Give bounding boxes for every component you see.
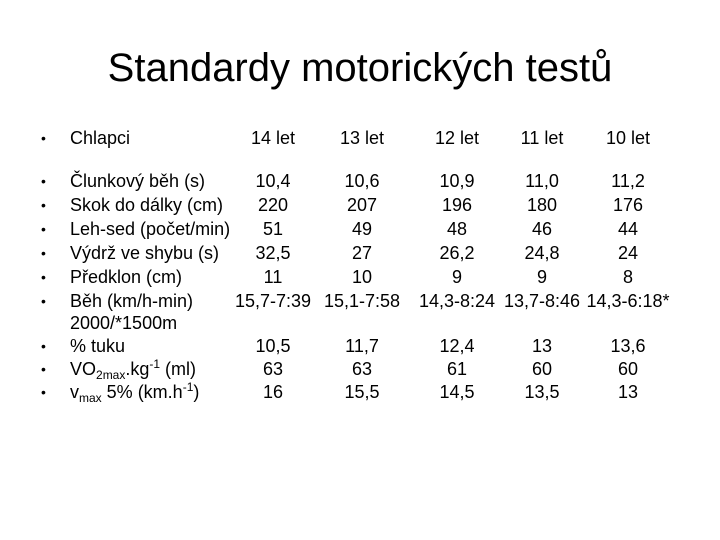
bullet: • bbox=[41, 338, 46, 354]
row-value: 60 bbox=[617, 359, 639, 379]
label-main: v bbox=[70, 382, 79, 402]
row-value: 14,3-8:24 bbox=[418, 291, 496, 311]
header-col-14: 14 let bbox=[250, 128, 296, 148]
row-value: 51 bbox=[262, 219, 284, 239]
row-value: 13,7-8:46 bbox=[503, 291, 581, 311]
row-value: 11 bbox=[263, 267, 283, 287]
row-value: 10,4 bbox=[255, 171, 291, 191]
label-subscript: max bbox=[79, 391, 102, 405]
table-row bbox=[0, 170, 720, 193]
row-label: Běh (km/h-min) bbox=[70, 291, 194, 311]
bullet: • bbox=[41, 293, 46, 309]
label-main: VO bbox=[70, 359, 97, 379]
row-value: 15,5 bbox=[344, 382, 380, 402]
row-value: 11,0 bbox=[525, 171, 559, 191]
label-end: (ml) bbox=[160, 359, 197, 379]
row-label-vmax bbox=[70, 381, 199, 404]
bullet: • bbox=[41, 245, 46, 261]
row-value: 13,5 bbox=[524, 382, 560, 402]
row-value: 24,8 bbox=[524, 243, 560, 263]
row-value: 27 bbox=[351, 243, 373, 263]
row-value: 9 bbox=[451, 267, 462, 287]
row-value: 10,5 bbox=[255, 336, 291, 356]
header-col-12: 12 let bbox=[434, 128, 480, 148]
bullet: • bbox=[41, 173, 46, 189]
row-label-vo2max bbox=[70, 358, 196, 381]
table-row bbox=[0, 335, 720, 358]
row-value: 26,2 bbox=[439, 243, 475, 263]
row-value: 12,4 bbox=[439, 336, 475, 356]
row-value: 46 bbox=[531, 219, 553, 239]
row-label: Skok do dálky (cm) bbox=[70, 195, 224, 215]
row-label: Leh-sed (počet/min) bbox=[70, 219, 231, 239]
slide-title: Standardy motorických testů bbox=[107, 46, 613, 90]
row-value: 11,2 bbox=[611, 171, 645, 191]
row-label: Člunkový běh (s) bbox=[70, 171, 206, 191]
row-value: 13 bbox=[617, 382, 639, 402]
header-col-10: 10 let bbox=[605, 128, 651, 148]
row-label: % tuku bbox=[70, 336, 126, 356]
row-value: 10,6 bbox=[344, 171, 380, 191]
row-value: 16 bbox=[262, 382, 284, 402]
header-row bbox=[0, 127, 720, 150]
row-value: 44 bbox=[617, 219, 639, 239]
label-subscript: 2max bbox=[96, 368, 126, 382]
bullet: • bbox=[41, 221, 46, 237]
table-row bbox=[0, 194, 720, 217]
row-value: 60 bbox=[531, 359, 553, 379]
row-value: 8 bbox=[622, 267, 633, 287]
label-mid: .kg bbox=[125, 359, 150, 379]
row-value: 9 bbox=[536, 267, 547, 287]
label-superscript: -1 bbox=[149, 357, 161, 371]
table-row bbox=[0, 381, 720, 404]
label-superscript: -1 bbox=[182, 380, 194, 394]
table-row-continuation bbox=[0, 312, 720, 335]
label-end: ) bbox=[193, 382, 200, 402]
bullet: • bbox=[41, 269, 46, 285]
row-value: 220 bbox=[257, 195, 289, 215]
header-col-13: 13 let bbox=[339, 128, 385, 148]
row-value: 14,5 bbox=[439, 382, 475, 402]
row-value: 13 bbox=[531, 336, 553, 356]
row-value: 10 bbox=[351, 267, 373, 287]
table-row bbox=[0, 266, 720, 289]
row-label: Předklon (cm) bbox=[70, 267, 183, 287]
row-value: 63 bbox=[262, 359, 284, 379]
row-value: 180 bbox=[526, 195, 558, 215]
row-value: 207 bbox=[346, 195, 378, 215]
label-mid: 5% (km.h bbox=[101, 382, 183, 402]
row-value: 24 bbox=[617, 243, 639, 263]
row-value: 15,7-7:39 bbox=[234, 291, 312, 311]
row-value: 15,1-7:58 bbox=[323, 291, 401, 311]
row-value: 176 bbox=[612, 195, 644, 215]
row-value: 196 bbox=[441, 195, 473, 215]
row-value: 49 bbox=[351, 219, 373, 239]
table-row bbox=[0, 242, 720, 265]
row-label: 2000/*1500m bbox=[70, 313, 178, 333]
table-row bbox=[0, 218, 720, 241]
row-value: 63 bbox=[351, 359, 373, 379]
bullet: • bbox=[41, 130, 46, 146]
row-value: 61 bbox=[446, 359, 468, 379]
row-label: Výdrž ve shybu (s) bbox=[70, 243, 220, 263]
row-value: 13,6 bbox=[610, 336, 646, 356]
row-value: 11,7 bbox=[345, 336, 379, 356]
bullet: • bbox=[41, 384, 46, 400]
row-value: 48 bbox=[446, 219, 468, 239]
table-row bbox=[0, 290, 720, 313]
bullet: • bbox=[41, 361, 46, 377]
bullet: • bbox=[41, 197, 46, 213]
header-col-11: 11 let bbox=[520, 128, 564, 148]
row-value: 10,9 bbox=[439, 171, 475, 191]
row-value: 32,5 bbox=[255, 243, 291, 263]
row-value: 14,3-6:18* bbox=[586, 291, 670, 311]
header-label: Chlapci bbox=[70, 128, 131, 148]
table-row bbox=[0, 358, 720, 381]
